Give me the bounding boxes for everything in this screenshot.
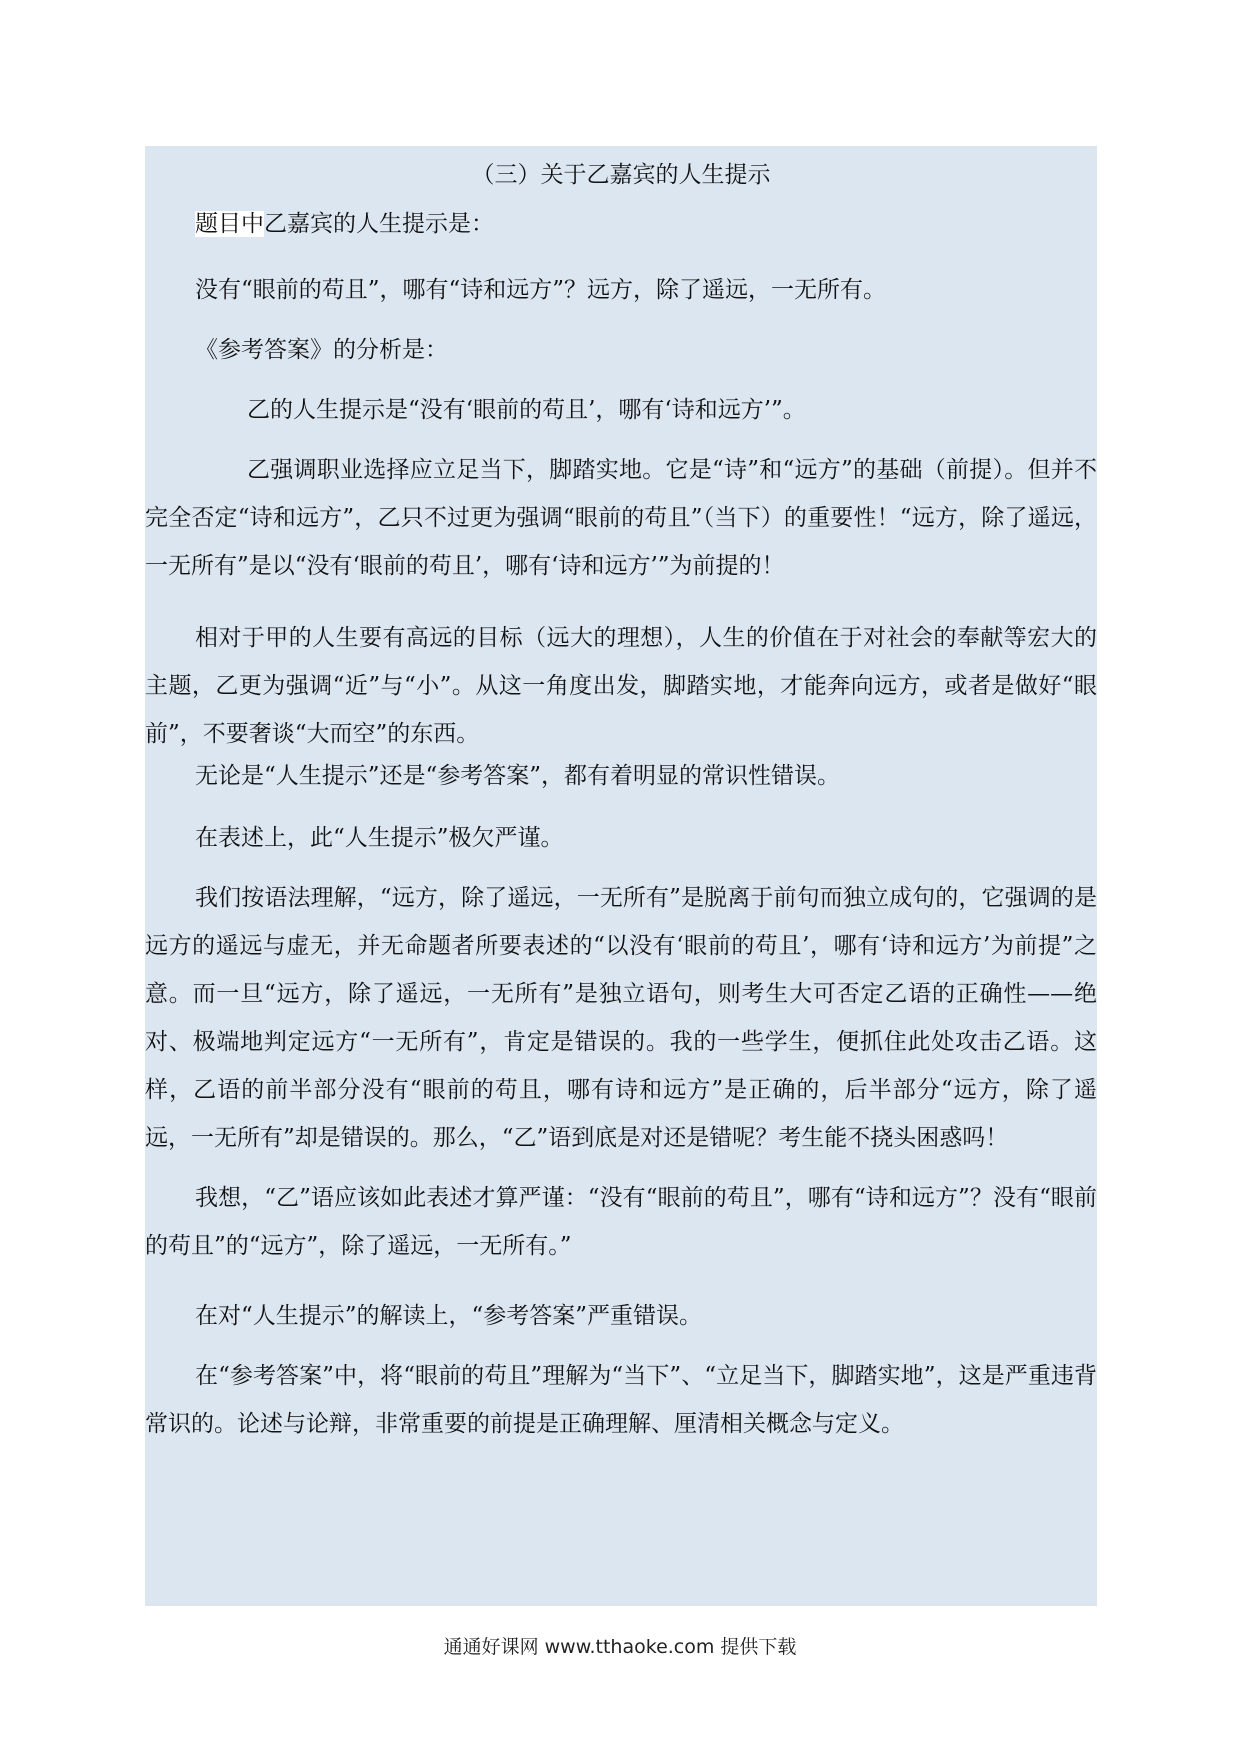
paragraph-3: 《参考答案》的分析是： xyxy=(195,337,448,363)
paragraph-5: 乙强调职业选择应立足当下，脚踏实地。它是“诗”和“远方”的基础（前提）。但并不完全否定“诗和远方”，乙只不过更为强调“眼前的苟且”（当下）的重要性！“远方，除了遥远，一无所有”是以“没有‘眼前的苟且’，哪有‘诗和远方’”为前提的！ xyxy=(145,457,1097,579)
footer-credit: 通通好课网 www.tthaoke.com 提供下载 xyxy=(443,1636,797,1658)
document-content xyxy=(145,146,1097,1606)
paragraph-text: 乙嘉宾的人生提示是： xyxy=(264,211,494,237)
paragraph-9: 我们按语法理解，“远方，除了遥远，一无所有”是脱离于前句而独立成句的，它强调的是远方的遥远与虚无，并无命题者所要表述的“以没有‘眼前的苟且’，哪有‘诗和远方’为前提”之意。而一旦“远方，除了遥远，一无所有”是独立语句，则考生大可否定乙语的正确性——绝对、极端地判定远方“一无所有”，肯定是错误的。我的一些学生，便抓住此处攻击乙语。这样，乙语的前半部分没有“眼前的苟且，哪有诗和远方”是正确的，后半部分“远方，除了遥远，一无所有”却是错误的。那么，“乙”语到底是对还是错呢？考生能不挠头困惑吗！ xyxy=(145,885,1097,1151)
section-heading: （三）关于乙嘉宾的人生提示 xyxy=(471,162,771,188)
paragraph-1 xyxy=(145,200,1097,248)
paragraph-4: 乙的人生提示是“没有‘眼前的苟且’，哪有‘诗和远方’”。 xyxy=(247,397,806,423)
highlighted-text: 题目中 xyxy=(195,211,264,237)
paragraph-8: 在表述上，此“人生提示”极欠严谨。 xyxy=(195,825,564,851)
paragraph-10: 我想，“乙”语应该如此表述才算严谨：“没有“眼前的苟且”，哪有“诗和远方”？没有“眼前的苟且”的“远方”，除了遥远，一无所有。” xyxy=(145,1185,1097,1259)
paragraph-2: 没有“眼前的苟且”，哪有“诗和远方”？远方，除了遥远，一无所有。 xyxy=(195,277,887,303)
paragraph-12: 在“参考答案”中，将“眼前的苟且”理解为“当下”、“立足当下，脚踏实地”，这是严重违背常识的。论述与论辩，非常重要的前提是正确理解、厘清相关概念与定义。 xyxy=(145,1363,1097,1437)
paragraph-7: 无论是“人生提示”还是“参考答案”，都有着明显的常识性错误。 xyxy=(195,763,841,789)
paragraph-11: 在对“人生提示”的解读上，“参考答案”严重错误。 xyxy=(195,1303,703,1329)
paragraph-6: 相对于甲的人生要有高远的目标（远大的理想），人生的价值在于对社会的奉献等宏大的主题，乙更为强调“近”与“小”。从这一角度出发，脚踏实地，才能奔向远方，或者是做好“眼前”，不要奢谈“大而空”的东西。 xyxy=(145,625,1097,747)
